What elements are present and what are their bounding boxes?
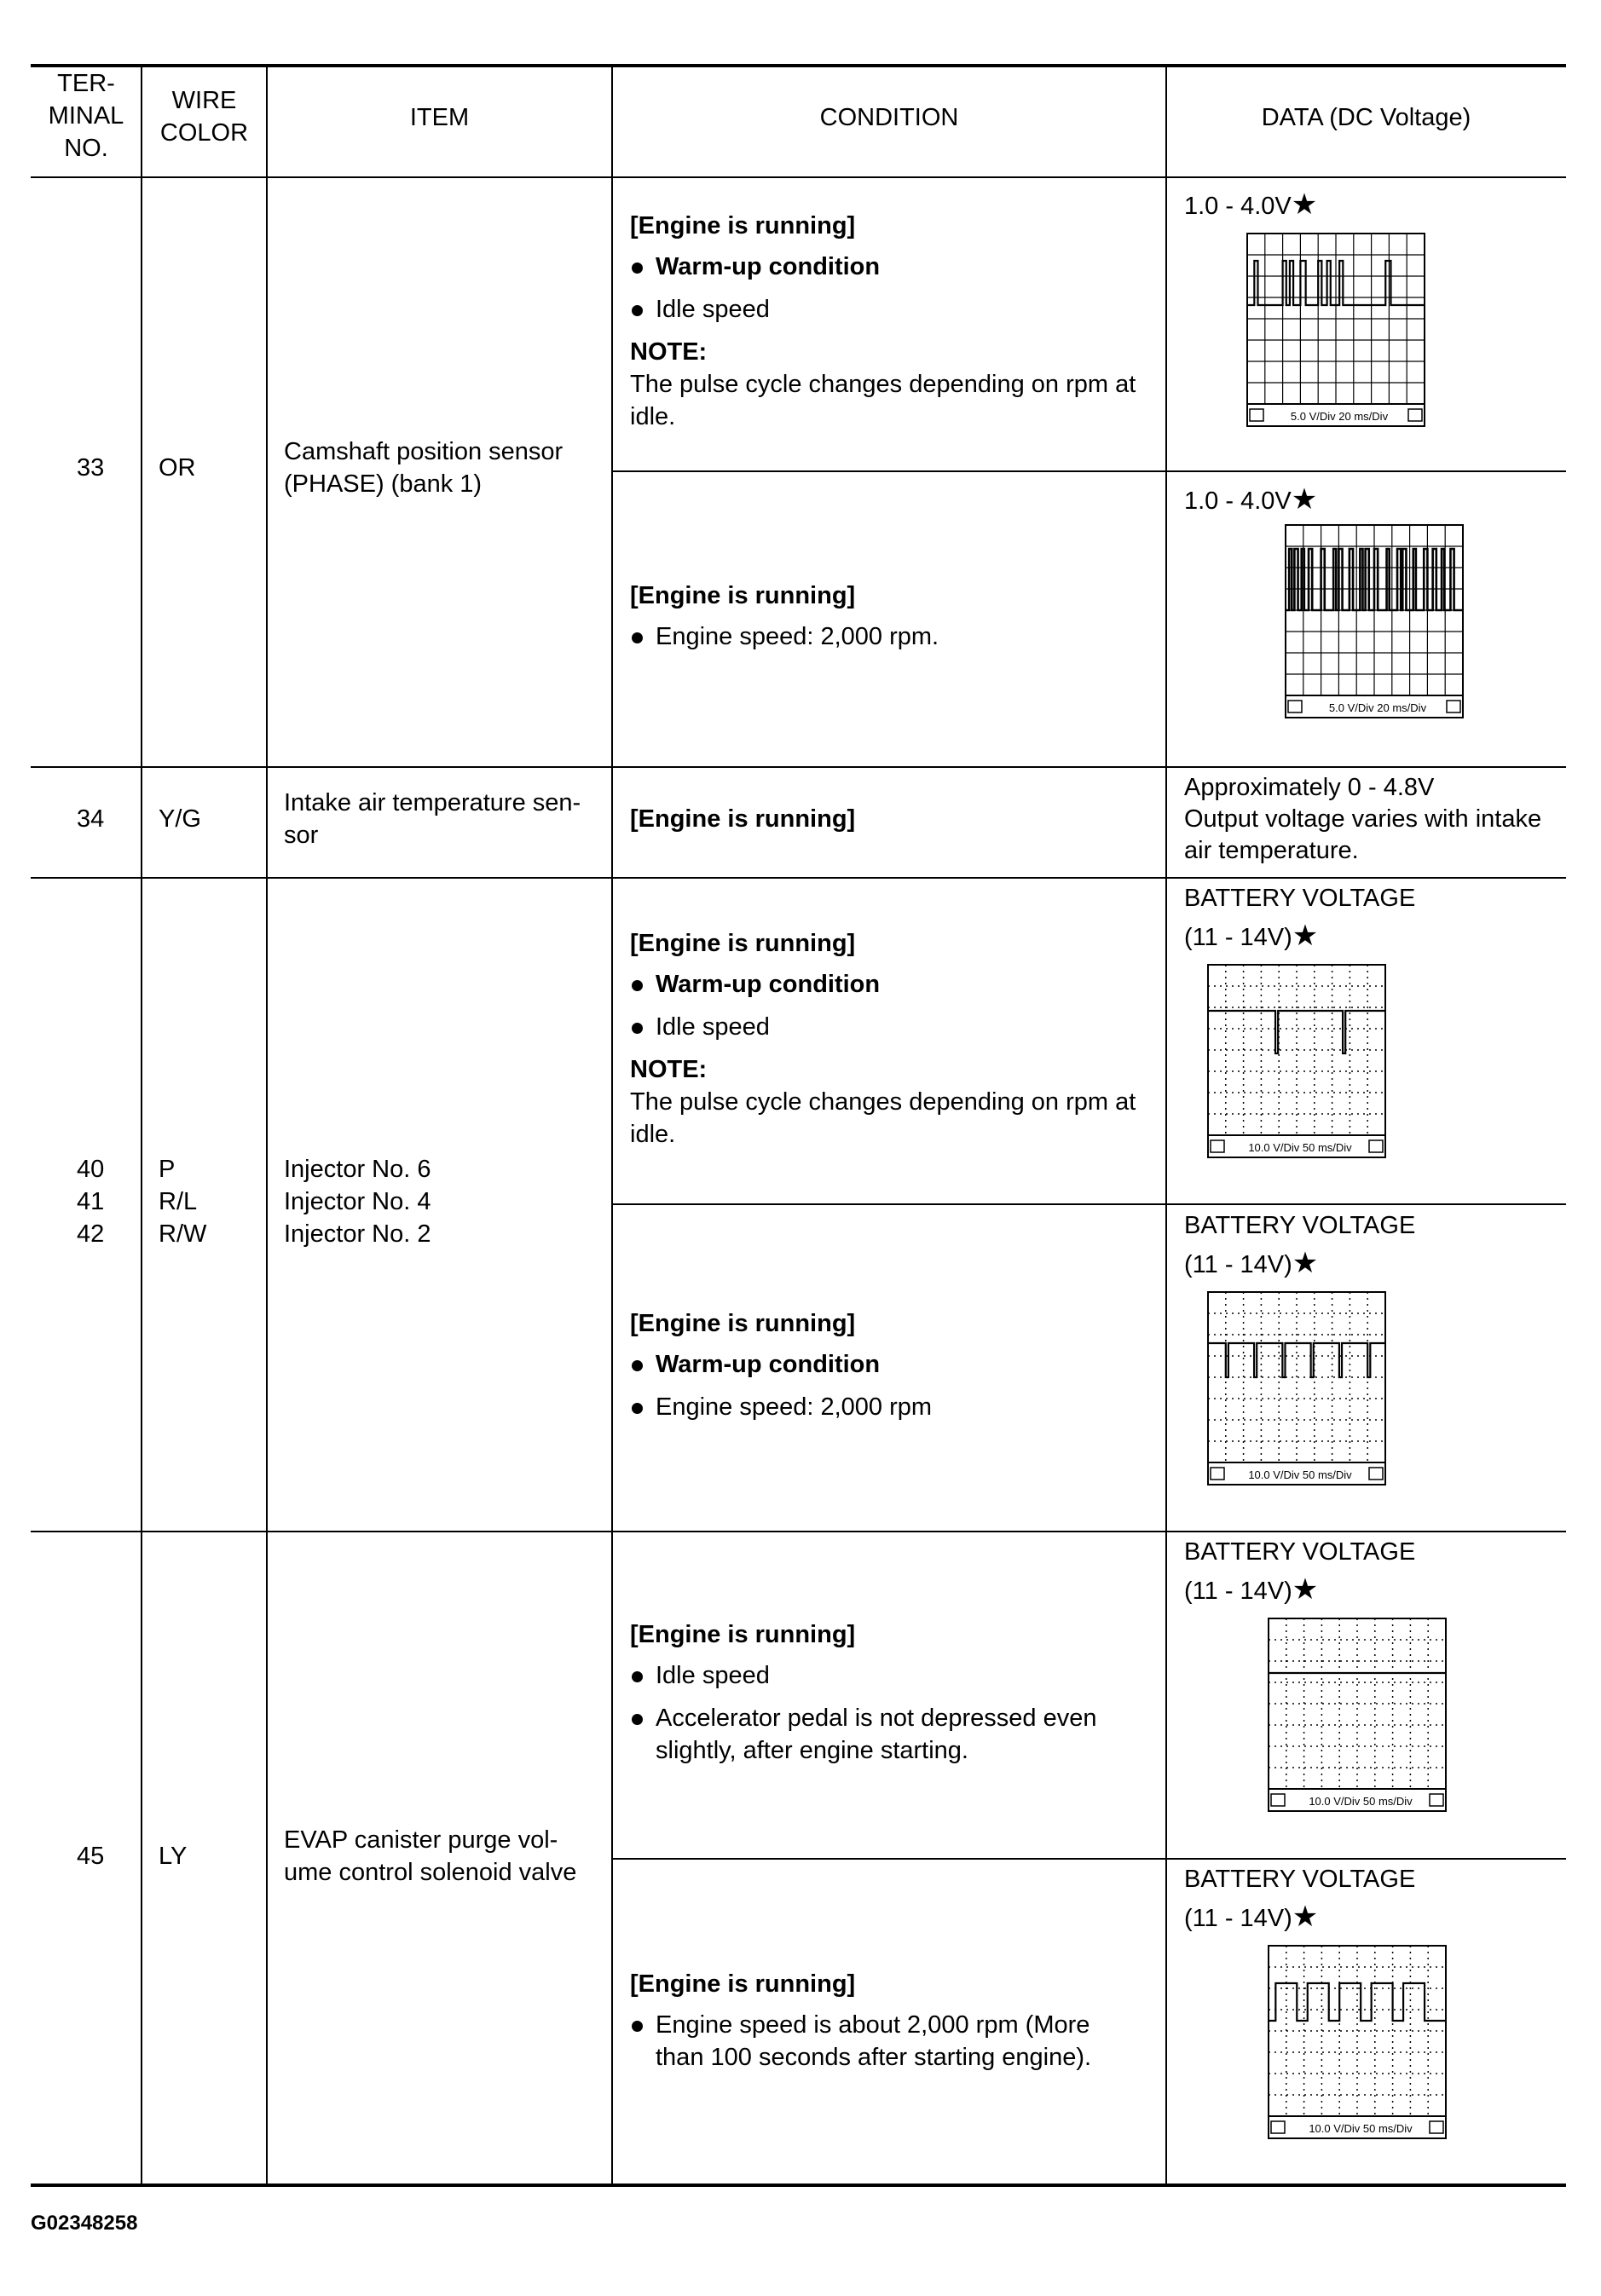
scope-scale-label: 5.0 V/Div 20 ms/Div — [1328, 701, 1427, 714]
star-icon: ★ — [1291, 483, 1318, 516]
scope-icon-right — [1408, 409, 1422, 421]
note-label: NOTE: — [630, 338, 708, 366]
item-name: sor — [284, 822, 319, 849]
terminal-number: 34 — [77, 805, 105, 833]
condition-bullet: Engine speed: 2,000 rpm. — [656, 621, 939, 653]
header-terminal-line: MINAL — [48, 102, 124, 130]
star-icon: ★ — [1292, 920, 1319, 952]
data-voltage — [1184, 484, 1317, 517]
condition-bullet: Idle speed — [656, 294, 770, 326]
item-name: (PHASE) (bank 1) — [284, 470, 483, 498]
condition-heading: [Engine is running] — [630, 930, 856, 957]
scope-icon-left — [1211, 1140, 1224, 1152]
scope-icon-left — [1288, 701, 1302, 712]
scope-icon-left — [1271, 2121, 1285, 2133]
condition-text: than 100 seconds after starting engine). — [656, 2044, 1092, 2071]
note-text: idle. — [630, 1121, 676, 1148]
item-name: EVAP canister purge vol- — [284, 1826, 558, 1854]
scope-icon-right — [1369, 1468, 1383, 1480]
item-name: Injector No. 4 — [284, 1188, 431, 1215]
condition-bullet: Engine speed is about 2,000 rpm (More — [656, 2010, 1089, 2041]
voltage-value: (11 - 14V) — [1184, 924, 1292, 951]
scope-icon-right — [1430, 2121, 1443, 2133]
data-battery-voltage: BATTERY VOLTAGE — [1184, 1866, 1416, 1893]
data-voltage — [1184, 1574, 1318, 1607]
scope-icon-right — [1430, 1794, 1443, 1806]
wire-color: R/W — [159, 1220, 207, 1248]
terminal-number: 42 — [77, 1220, 105, 1248]
data-text: air temperature. — [1184, 837, 1359, 864]
data-voltage — [1184, 1248, 1318, 1281]
header-condition: CONDITION — [819, 104, 959, 131]
data-battery-voltage: BATTERY VOLTAGE — [1184, 885, 1416, 912]
wire-color: R/L — [159, 1188, 198, 1215]
oscilloscope-waveform-cam-2000 — [1284, 523, 1465, 721]
item-name: ume control solenoid valve — [284, 1859, 577, 1886]
scope-scale-label: 10.0 V/Div 50 ms/Div — [1248, 1468, 1352, 1481]
note-text: The pulse cycle changes depending on rpm at — [630, 371, 1136, 398]
condition-bullet: Idle speed — [656, 1012, 770, 1043]
voltage-value: (11 - 14V) — [1184, 1251, 1292, 1278]
figure-code: G02348258 — [31, 2212, 138, 2235]
star-icon: ★ — [1291, 188, 1318, 221]
data-battery-voltage: BATTERY VOLTAGE — [1184, 1538, 1416, 1566]
scope-scale-label: 5.0 V/Div 20 ms/Div — [1290, 410, 1389, 423]
condition-bullet: Warm-up condition — [656, 969, 880, 1001]
voltage-value: (11 - 14V) — [1184, 1905, 1292, 1932]
condition-bullet: Accelerator pedal is not depressed even — [656, 1703, 1096, 1734]
item-name: Injector No. 2 — [284, 1220, 431, 1248]
condition-bullet: Idle speed — [656, 1660, 770, 1692]
header-wire-line: COLOR — [159, 119, 249, 147]
star-icon: ★ — [1292, 1247, 1319, 1279]
condition-heading: [Engine is running] — [630, 212, 856, 239]
oscilloscope-waveform-injector-idle — [1206, 963, 1387, 1161]
terminal-number: 33 — [77, 454, 105, 482]
data-voltage — [1184, 1901, 1318, 1935]
voltage-value: 1.0 - 4.0V — [1184, 487, 1292, 515]
item-name: Camshaft position sensor — [284, 438, 564, 465]
scope-icon-right — [1447, 701, 1460, 712]
condition-text: slightly, after engine starting. — [656, 1737, 968, 1764]
oscilloscope-waveform-injector-2000 — [1206, 1290, 1387, 1488]
scope-scale-label: 10.0 V/Div 50 ms/Div — [1248, 1141, 1352, 1154]
data-text: Approximately 0 - 4.8V — [1184, 774, 1435, 801]
note-label: NOTE: — [630, 1056, 708, 1083]
condition-heading: [Engine is running] — [630, 1310, 856, 1337]
header-wire-line: WIRE — [171, 87, 237, 114]
terminal-number: 45 — [77, 1843, 105, 1870]
condition-bullet: Warm-up condition — [656, 1349, 880, 1381]
header-data: DATA (DC Voltage) — [1261, 104, 1471, 131]
condition-bullet: Engine speed: 2,000 rpm — [656, 1392, 932, 1423]
scope-icon-left — [1250, 409, 1263, 421]
item-name: Injector No. 6 — [284, 1156, 431, 1183]
oscilloscope-waveform-cam-idle — [1246, 232, 1426, 430]
oscilloscope-waveform-evap-2000 — [1267, 1944, 1448, 2142]
condition-heading: [Engine is running] — [630, 1970, 856, 1998]
scope-icon-right — [1369, 1140, 1383, 1152]
voltage-value: 1.0 - 4.0V — [1184, 193, 1292, 220]
data-voltage — [1184, 920, 1318, 954]
wire-color: LY — [159, 1843, 188, 1870]
voltage-value: (11 - 14V) — [1184, 1578, 1292, 1605]
oscilloscope-waveform-evap-idle — [1267, 1617, 1448, 1814]
header-item: ITEM — [409, 104, 470, 131]
scope-scale-label: 10.0 V/Div 50 ms/Div — [1309, 2122, 1413, 2135]
terminal-number: 40 — [77, 1156, 105, 1183]
condition-heading: [Engine is running] — [630, 805, 856, 833]
wire-color: P — [159, 1156, 176, 1183]
scope-icon-left — [1271, 1794, 1285, 1806]
star-icon: ★ — [1292, 1901, 1319, 1933]
wire-color: OR — [159, 454, 196, 482]
header-terminal-line: TER- — [57, 70, 115, 97]
condition-bullet: Warm-up condition — [656, 251, 880, 283]
terminal-number: 41 — [77, 1188, 105, 1215]
scope-scale-label: 10.0 V/Div 50 ms/Div — [1309, 1795, 1413, 1808]
data-text: Output voltage varies with intake — [1184, 805, 1542, 833]
scope-icon-left — [1211, 1468, 1224, 1480]
star-icon: ★ — [1292, 1573, 1319, 1606]
note-text: idle. — [630, 403, 676, 430]
item-name: Intake air temperature sen- — [284, 789, 581, 816]
scope-trace — [1286, 549, 1463, 610]
header-terminal-line: NO. — [64, 135, 108, 162]
wire-color: Y/G — [159, 805, 201, 833]
condition-heading: [Engine is running] — [630, 1621, 856, 1648]
data-battery-voltage: BATTERY VOLTAGE — [1184, 1212, 1416, 1239]
condition-heading: [Engine is running] — [630, 582, 856, 609]
note-text: The pulse cycle changes depending on rpm at — [630, 1088, 1136, 1116]
data-voltage — [1184, 189, 1317, 222]
